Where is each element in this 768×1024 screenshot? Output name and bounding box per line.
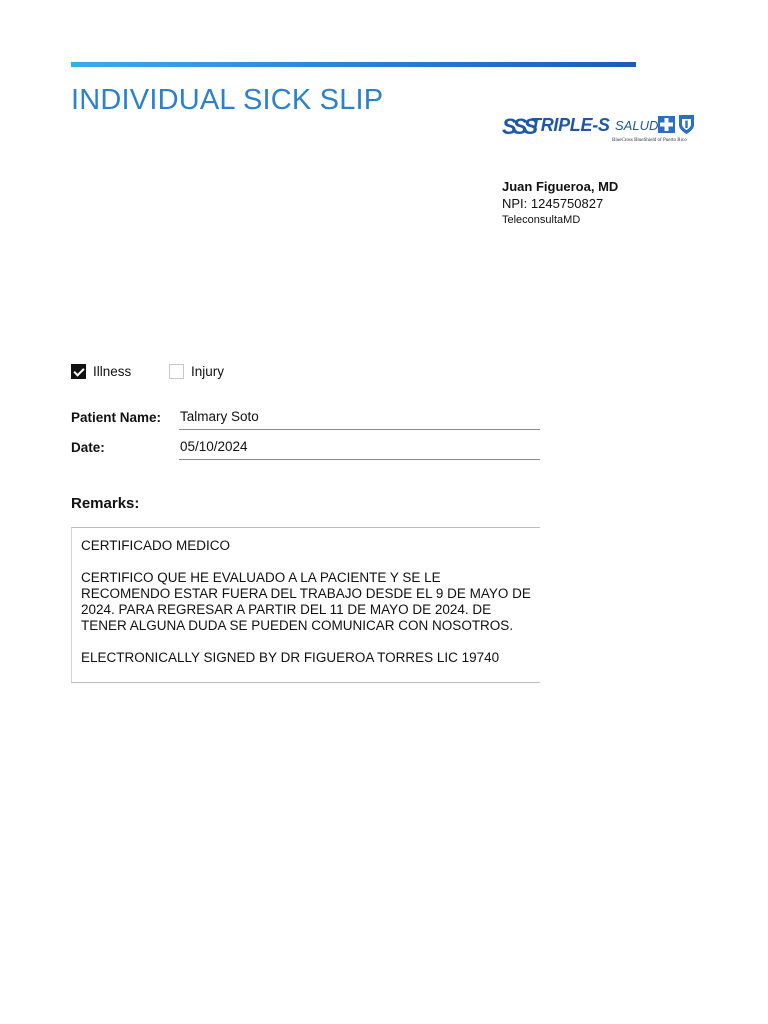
patient-name-field[interactable]: Talmary Soto <box>179 407 540 430</box>
triple-s-logo <box>502 112 702 148</box>
illness-option[interactable] <box>71 364 131 379</box>
doctor-name: Juan Figueroa, MD <box>502 179 619 194</box>
date-field[interactable]: 05/10/2024 <box>179 437 540 460</box>
logo-mark: SSS <box>502 114 535 139</box>
doctor-npi: NPI: 1245750827 <box>502 196 604 211</box>
logo-brand-suffix: SALUD <box>615 118 659 133</box>
date-label: Date: <box>71 440 105 455</box>
remarks-heading: Remarks: <box>71 495 140 512</box>
document-title: INDIVIDUAL SICK SLIP <box>71 84 384 116</box>
logo-tagline: BlueCross BlueShield of Puerto Rico <box>612 138 687 143</box>
injury-option[interactable] <box>169 364 224 379</box>
bluecross-blueshield-icon <box>657 113 697 140</box>
doctor-service: TeleconsultaMD <box>502 214 581 226</box>
illness-label: Illness <box>93 364 132 379</box>
remarks-paragraph: ELECTRONICALLY SIGNED BY DR FIGUEROA TORRES LIC 19740 <box>81 650 500 665</box>
date-row <box>71 437 540 463</box>
logo-brand: TRIPLE-S <box>530 115 610 135</box>
illness-checkbox[interactable] <box>71 364 86 379</box>
patient-name-label: Patient Name: <box>71 410 162 425</box>
remarks-box[interactable] <box>71 527 540 683</box>
injury-checkbox[interactable] <box>169 364 184 379</box>
header-rule <box>71 62 636 67</box>
remarks-paragraph: CERTIFICADO MEDICO <box>81 538 231 553</box>
doctor-info <box>502 178 618 227</box>
injury-label: Injury <box>191 364 225 379</box>
patient-name-row <box>71 407 540 433</box>
remarks-paragraph: CERTIFICO QUE HE EVALUADO A LA PACIENTE Y SE LE RECOMENDO ESTAR FUERA DEL TRABAJO DESDE EL 9 DE MAYO DE 2024. PARA REGRESAR A PARTIR DEL 11 DE MAYO DE 2024. DE TENER ALGUNA DUDA SE PUEDEN COMUNICAR CON NOSOTROS. <box>81 570 531 633</box>
